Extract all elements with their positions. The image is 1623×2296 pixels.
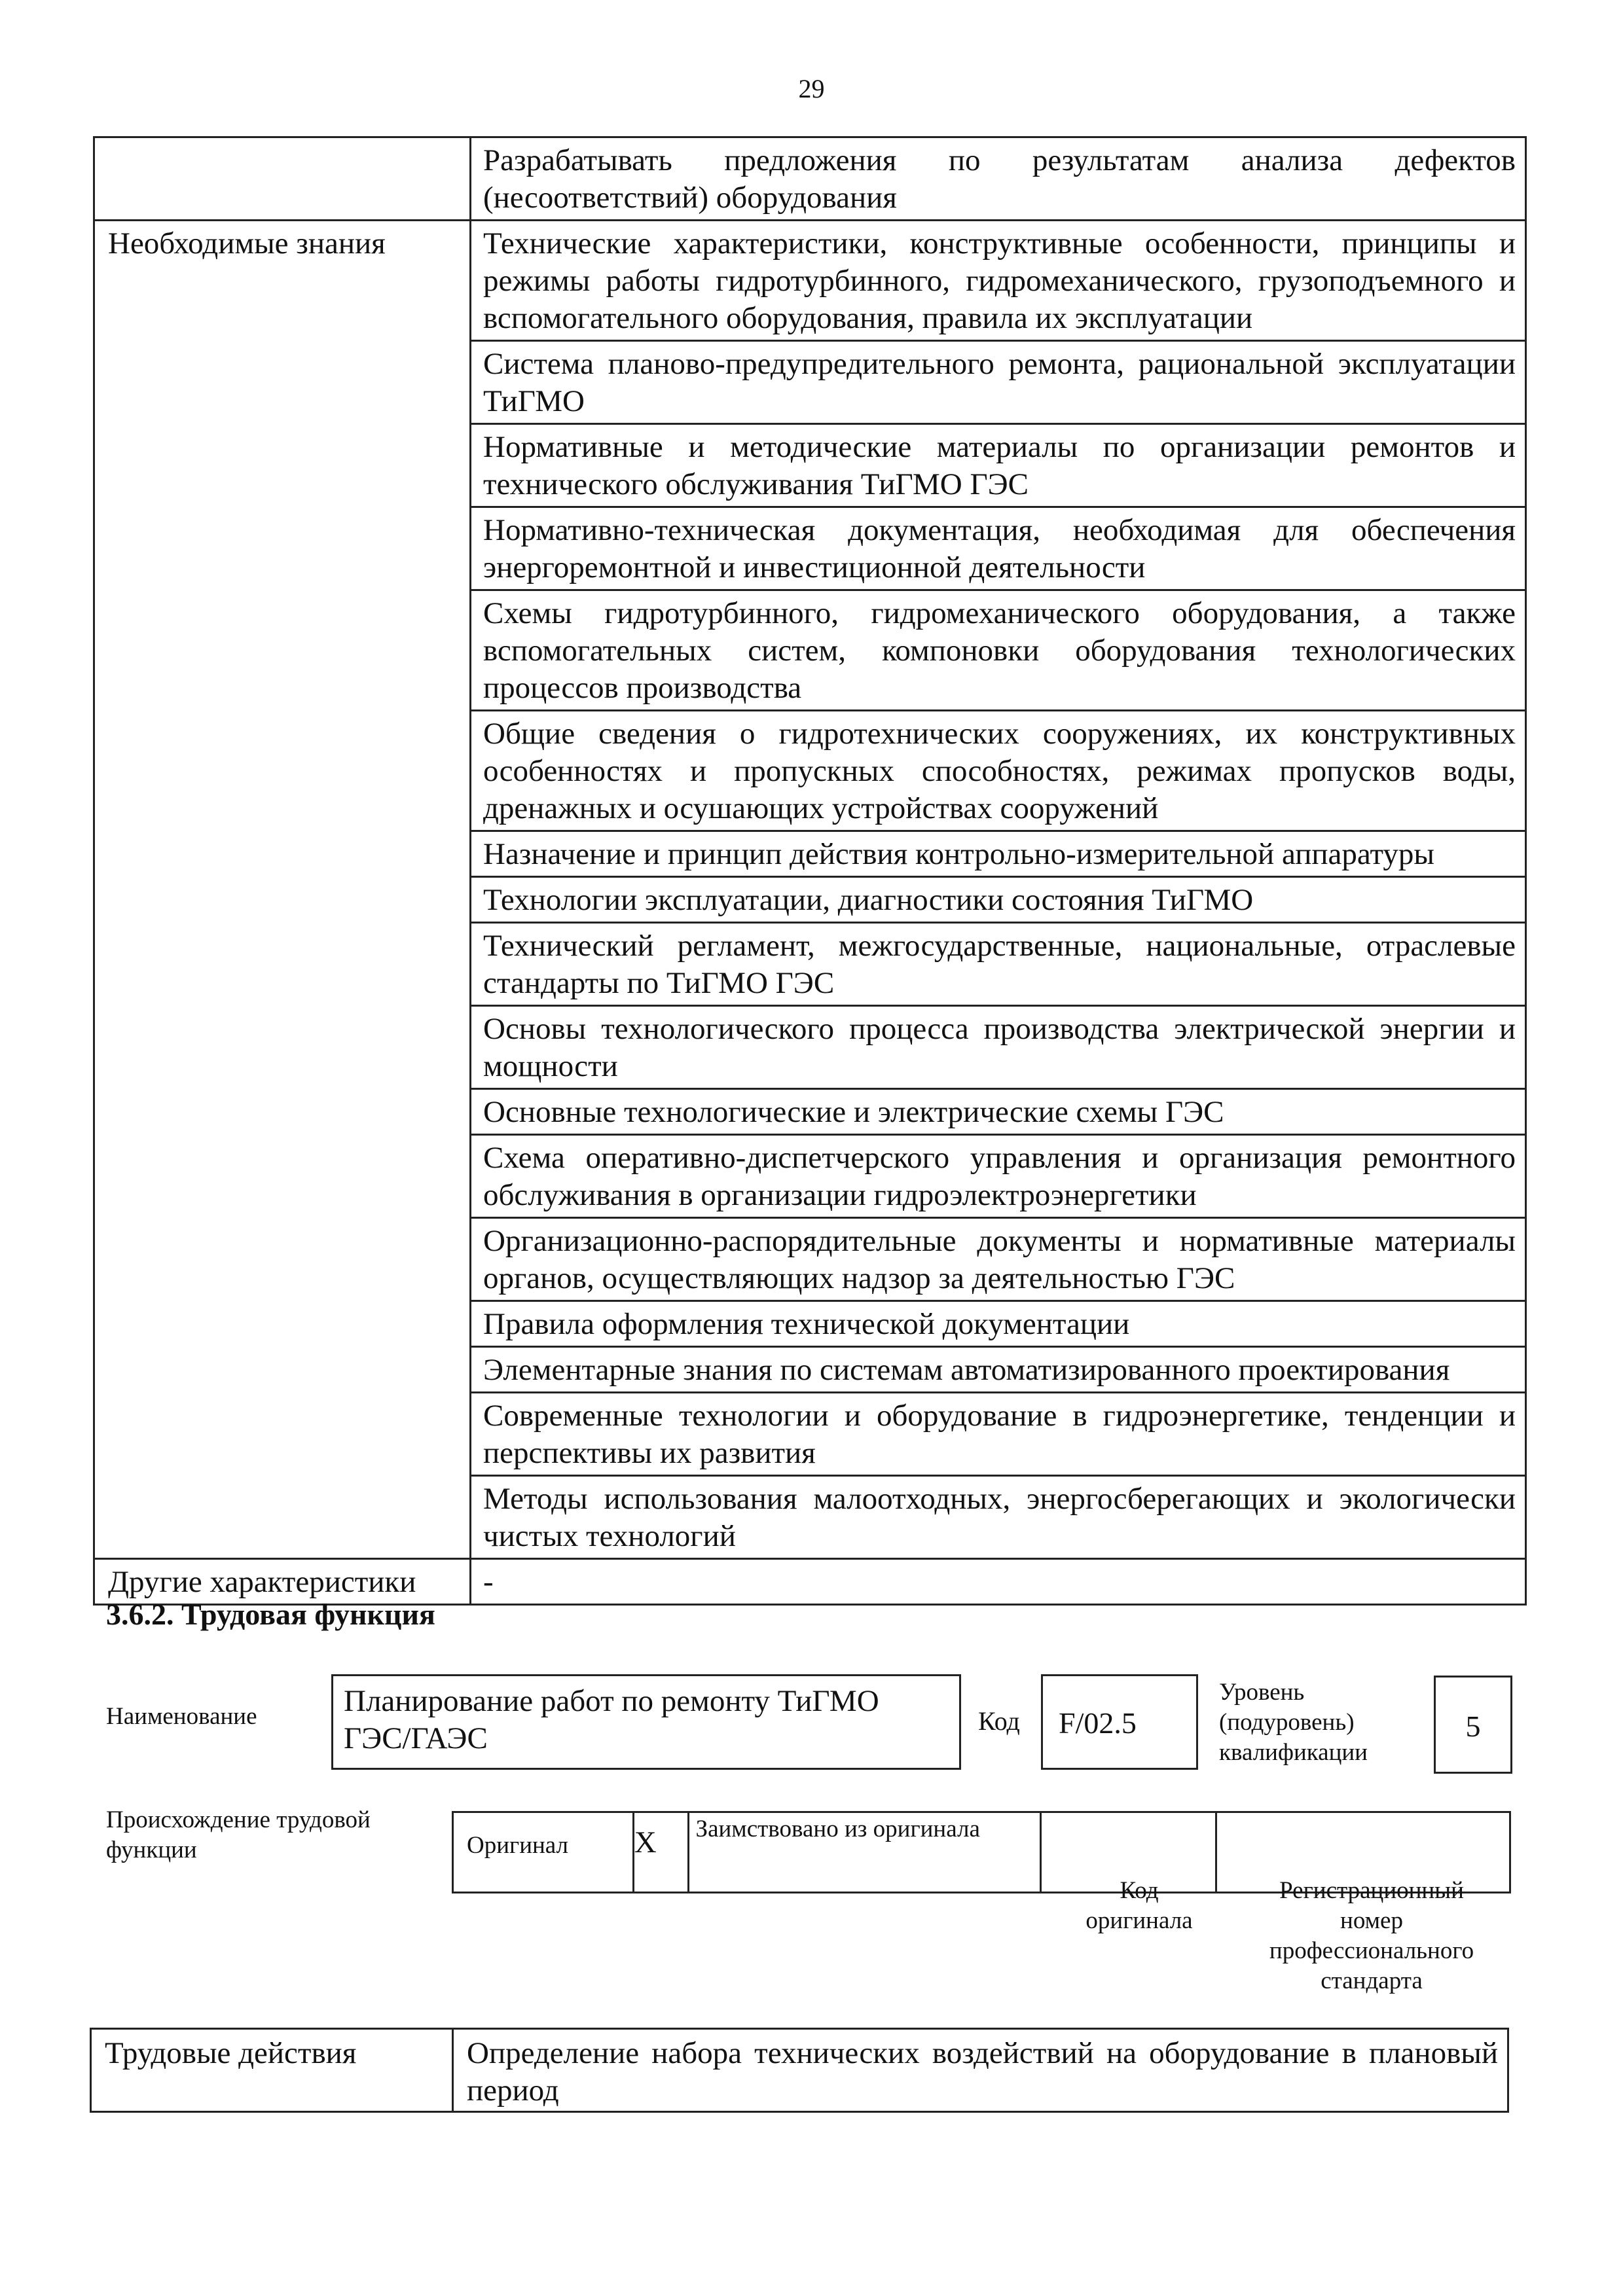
knowledge-row-text: Технический регламент, межгосударственные, национальные, отраслевые стандарты по ТиГМО ГЭС — [471, 923, 1526, 1006]
borrowed-label: Заимствовано из оригинала — [688, 1812, 1040, 1893]
knowledge-row-text: Элементарные знания по системам автоматизированного проектирования — [471, 1347, 1526, 1393]
code-original-caption: Код оригинала — [1085, 1877, 1193, 1934]
qualification-level-field: 5 — [1434, 1676, 1512, 1774]
knowledge-row-text: Основы технологического процесса производства электрической энергии и мощности — [471, 1006, 1526, 1089]
knowledge-row-text: Схемы гидротурбинного, гидромеханического оборудования, а также вспомогательных систем, компоновки оборудования технологических процессов производства — [471, 590, 1526, 711]
knowledge-row-text: Общие сведения о гидротехнических сооружениях, их конструктивных особенностях и пропускных способностях, режимах пропусков воды, дренажных и осушающих устройствах сооружений — [471, 711, 1526, 831]
actions-label: Трудовые действия — [91, 2029, 453, 2112]
function-code-field: F/02.5 — [1041, 1674, 1198, 1770]
knowledge-row-text: Разрабатывать предложения по результатам анализа дефектов (несоответствий) оборудования — [471, 137, 1526, 221]
knowledge-row-text: Организационно-распорядительные документы и нормативные материалы органов, осуществляющих надзор за деятельностью ГЭС — [471, 1218, 1526, 1301]
knowledge-row-label — [94, 137, 471, 221]
qualification-level-label: Уровень (подуровень) квалификации — [1219, 1679, 1368, 1766]
knowledge-row-text: Технологии эксплуатации, диагностики состояния ТиГМО — [471, 877, 1526, 923]
reg-number-caption: Регистрационный номер профессионального стандарта — [1269, 1877, 1474, 1994]
knowledge-row-label: Другие характеристики — [94, 1559, 471, 1605]
section-title: 3.6.2. Трудовая функция — [106, 1598, 435, 1631]
knowledge-row — [94, 137, 1526, 221]
knowledge-row-text: Схема оперативно-диспетчерского управления и организация ремонтного обслуживания в организации гидроэлектроэнергетики — [471, 1135, 1526, 1218]
actions-text: Определение набора технических воздействий на оборудование в плановый период — [453, 2029, 1508, 2112]
knowledge-row-text: Методы использования малоотходных, энергосберегающих и экологически чистых технологий — [471, 1476, 1526, 1559]
knowledge-row-text: Назначение и принцип действия контрольно-измерительной аппаратуры — [471, 831, 1526, 877]
name-label: Наименование — [106, 1703, 257, 1730]
knowledge-row-label: Необходимые знания — [94, 221, 471, 1559]
function-name-field: Планирование работ по ремонту ТиГМО ГЭС/ГАЭС — [331, 1674, 961, 1770]
code-label: Код — [978, 1706, 1020, 1736]
knowledge-row-text: Технические характеристики, конструктивные особенности, принципы и режимы работы гидротурбинного, гидромеханического, грузоподъемного и вспомогательного оборудования, правила их эксплуатации — [471, 221, 1526, 341]
knowledge-row-text: Система планово-предупредительного ремонта, рациональной эксплуатации ТиГМО — [471, 341, 1526, 424]
knowledge-table — [93, 136, 1527, 1605]
actions-table — [90, 2028, 1509, 2113]
knowledge-row-text: Правила оформления технической документации — [471, 1301, 1526, 1347]
knowledge-row-text: Современные технологии и оборудование в гидроэнергетике, тенденции и перспективы их развития — [471, 1393, 1526, 1476]
origin-label: Происхождение трудовой функции — [106, 1806, 371, 1863]
knowledge-row-text: Основные технологические и электрические схемы ГЭС — [471, 1089, 1526, 1135]
original-label: Оригинал — [453, 1812, 634, 1893]
knowledge-row — [94, 221, 1526, 341]
knowledge-row-text: Нормативные и методические материалы по организации ремонтов и технического обслуживания ТиГМО ГЭС — [471, 424, 1526, 507]
original-mark: X — [633, 1812, 688, 1893]
knowledge-row-text: - — [471, 1559, 1526, 1605]
knowledge-row-text: Нормативно-техническая документация, необходимая для обеспечения энергоремонтной и инвестиционной деятельности — [471, 507, 1526, 590]
page-number: 29 — [798, 74, 825, 103]
